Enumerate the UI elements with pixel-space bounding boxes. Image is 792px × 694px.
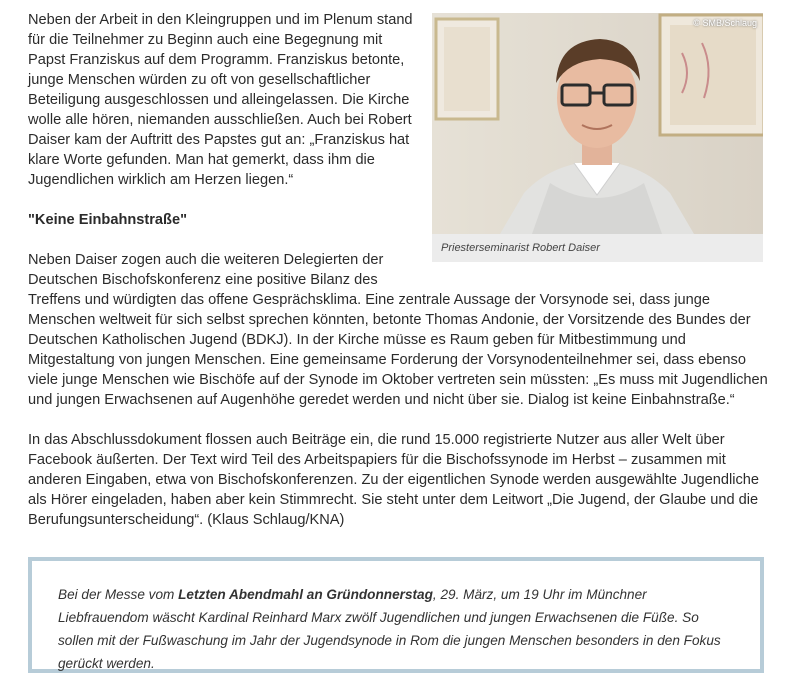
paragraph-delegates-rest: Treffens und würdigten das offene Gesprächsklima. Eine zentrale Aussage der Vorsynode sei, dass junge Menschen weltweit für sich selbst sprechen könnten, betonte Thomas Andonie, der Vorsitzende des Bundes der Deutschen Katholischen Jugend (BDKJ). In der Kirche müsse es Raum geben für Mitbestimmung und Mitgestaltung von jungen Menschen. Eine gemeinsame Forderung der Vorsynodenteilnehmer sei, dass ebenso viele junge Menschen wie Bischöfe auf der Synode im Oktober vertreten sein müssten: „Es muss mit Jugendlichen und jungen Erwachsenen auf Augenhöhe geredet werden und nicht über sie. Dialog ist keine Einbahnstraße.“	[28, 292, 768, 408]
paragraph-final-document: In das Abschlussdokument flossen auch Beiträge ein, die rund 15.000 registrierte Nutzer aus aller Welt über Facebook äußerten. Der Text wird Teil des Arbeitspapiers für die Bischofssynode im Herbst – zusammen mit anderen Eingaben, etwa von Bischofskonferenzen. Zu der eigentlichen Synode werden ausgewählte Jugendliche als Hörer eingeladen, haben aber kein Stimmrecht. Sie steht unter dem Leitwort „Die Jugend, der Glaube und die Berufungsunterscheidung“. (Klaus Schlaug/KNA)	[28, 432, 759, 528]
info-box-text-end: , 29. März, um 19 Uhr im Münchner Liebfrauendom wäscht Kardinal Reinhard Marx zwölf Jugendlichen und jungen Erwachsenen die Füße. So sollen mit der Fußwaschung im Jahr der Jugendsynode in Rom die jungen Menschen besonders in den Fokus gerückt werden.	[58, 587, 721, 671]
paragraph-delegates	[28, 250, 768, 410]
info-box-highlight: Letzten Abendmahl an Gründonnerstag	[178, 587, 433, 602]
info-box-text-start: Bei der Messe vom	[58, 587, 179, 602]
portrait-illustration	[432, 13, 763, 234]
photo-caption: Priesterseminarist Robert Daiser	[441, 242, 600, 254]
paragraph-pope-meeting: Neben der Arbeit in den Kleingruppen und im Plenum stand für die Teilnehmer zu Beginn auch eine Begegnung mit Papst Franziskus auf dem Programm. Franziskus betonte, junge Menschen würden zu oft von gesellschaftlicher Beteiligung ausgeschlossen und alleingelassen. Die Kirche wolle alle hören, niemanden ausschließen. Auch bei Robert Daiser kam der Auftritt des Papstes gut an: „Franziskus hat klare Worte gefunden. Man hat gemerkt, dass ihm die Jugendlichen wirklich am Herzen liegen.“	[28, 12, 413, 188]
subheading: "Keine Einbahnstraße"	[28, 212, 187, 228]
portrait-photo	[432, 13, 763, 234]
info-box	[28, 557, 764, 673]
paragraph-delegates-lead: Neben Daiser zogen auch die weiteren Delegierten der Deutschen Bischofskonferenz eine positive Bilanz des	[28, 252, 384, 288]
article-figure	[432, 13, 763, 262]
photo-credit: © SMB/Schlaug	[693, 18, 757, 28]
